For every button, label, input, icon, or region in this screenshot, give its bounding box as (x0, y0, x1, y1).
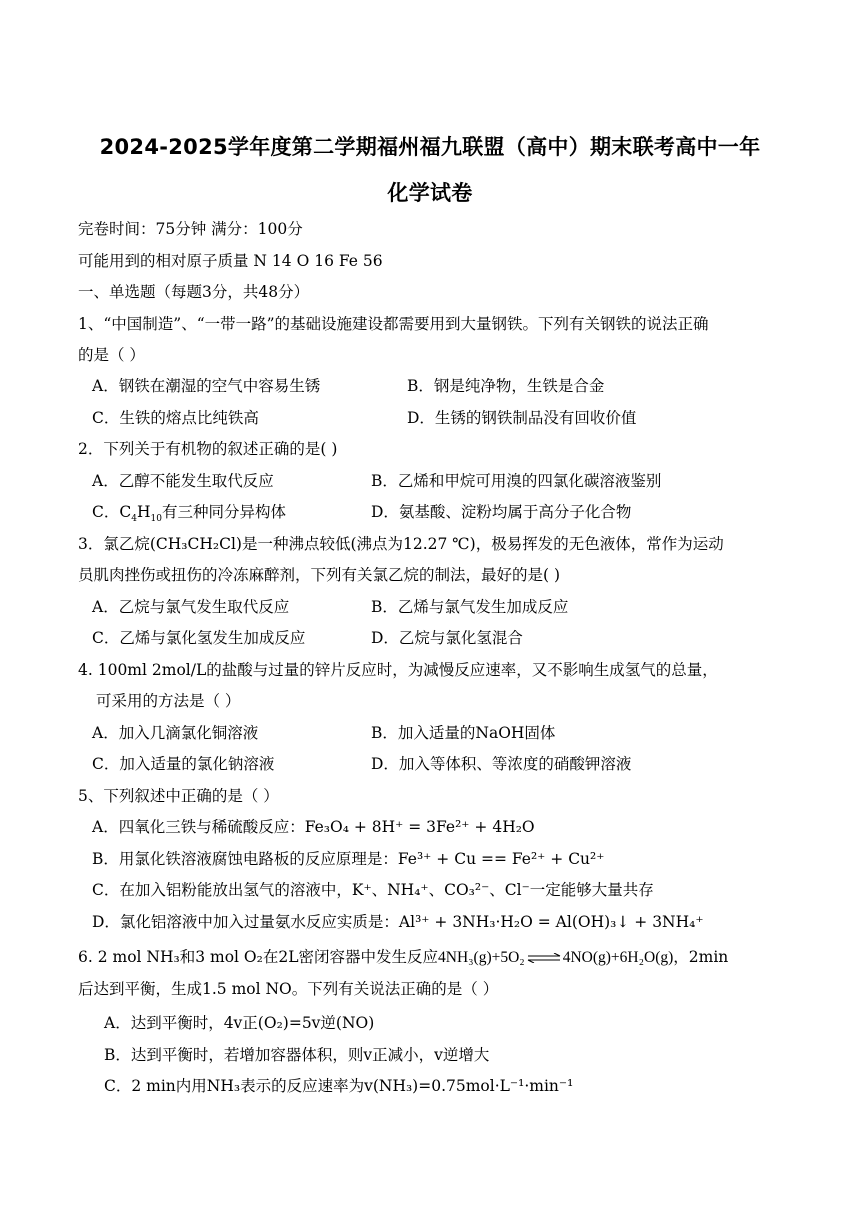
exam-title-line2: 化学试卷 (387, 181, 473, 205)
equilibrium-arrow-icon (527, 953, 561, 963)
question-3-option-b: B．乙烯与氯气发生加成反应 (371, 598, 569, 616)
question-6-stem (78, 945, 728, 967)
question-5-option-d: D．氯化铝溶液中加入过量氨水反应实质是：Al³⁺ + 3NH₃·H₂O = Al(OH)₃↓ + 3NH₄⁺ (92, 913, 704, 931)
exam-title-line1: 2024-2025学年度第二学期福州福九联盟（高中）期末联考高中一年 (99, 135, 761, 159)
question-2-stem: 2．下列关于有机物的叙述正确的是( ) (78, 440, 338, 458)
question-5-option-b: B．用氯化铁溶液腐蚀电路板的反应原理是：Fe³⁺ + Cu == Fe²⁺ + Cu²⁺ (92, 850, 605, 868)
question-2-option-d: D．氨基酸、淀粉均属于高分子化合物 (371, 503, 632, 521)
q6-stem-suffix: ，2min (673, 948, 729, 966)
question-5-option-c: C．在加入铝粉能放出氢气的溶液中，K⁺、NH₄⁺、CO₃²⁻、Cl⁻一定能够大量共存 (92, 881, 654, 899)
question-4-option-d: D．加入等体积、等浓度的硝酸钾溶液 (371, 755, 632, 773)
q2c-prefix: C．C (92, 503, 132, 521)
q2c-mid: H (136, 503, 151, 521)
question-1-option-d: D．生锈的钢铁制品没有回收价值 (407, 409, 637, 427)
q2c-sub2: 10 (150, 514, 162, 525)
question-6-option-b: B．达到平衡时，若增加容器体积，则v正减小，v逆增大 (104, 1046, 490, 1064)
question-6-option-a: A．达到平衡时，4v正(O₂)=5v逆(NO) (104, 1014, 375, 1032)
question-3-stem-cont: 员肌肉挫伤或扭伤的冷冻麻醉剂，下列有关氯乙烷的制法，最好的是( ) (78, 566, 561, 584)
section-heading: 一、单选题（每题3分，共48分） (78, 283, 310, 301)
q6-equation-right: 4NO(g)+6H₂O(g) (562, 949, 674, 966)
q2c-sub1: 4 (131, 514, 137, 525)
atomic-mass-info: 可能用到的相对原子质量 N 14 O 16 Fe 56 (78, 252, 383, 270)
question-4-option-a: A．加入几滴氯化铜溶液 (92, 724, 259, 742)
exam-time-info: 完卷时间：75分钟 满分：100分 (78, 220, 303, 238)
question-4-option-b: B．加入适量的NaOH固体 (371, 724, 556, 742)
q6-stem-prefix: 6. 2 mol NH₃和3 mol O₂在2L密闭容器中发生反应 (78, 948, 438, 966)
question-6-stem-cont: 后达到平衡，生成1.5 mol NO。下列有关说法正确的是（ ） (78, 980, 499, 998)
question-2-option-b: B．乙烯和甲烷可用溴的四氯化碳溶液鉴别 (371, 472, 662, 490)
question-5-stem: 5、下列叙述中正确的是（ ） (78, 787, 279, 805)
q6-equation-left: 4NH₃(g)+5O₂ (438, 949, 525, 966)
question-3-option-a: A．乙烷与氯气发生取代反应 (92, 598, 290, 616)
question-2-option-c (92, 500, 286, 525)
question-4-option-c: C．加入适量的氯化钠溶液 (92, 755, 275, 773)
question-4-stem: 4. 100ml 2mol/L的盐酸与过量的锌片反应时，为减慢反应速率，又不影响生成氢气的总量， (78, 661, 718, 679)
question-3-option-d: D．乙烷与氯化氢混合 (371, 629, 523, 647)
question-6-option-c: C．2 min内用NH₃表示的反应速率为v(NH₃)=0.75mol·L⁻¹·min⁻¹ (104, 1077, 574, 1095)
question-1-stem: 1、“中国制造”、“一带一路”的基础设施建设都需要用到大量钢铁。下列有关钢铁的说法正确 (78, 315, 709, 333)
q2c-post: 有三种同分异构体 (161, 503, 286, 521)
question-3-stem: 3．氯乙烷(CH₃CH₂Cl)是一种沸点较低(沸点为12.27 ℃)，极易挥发的无色液体，常作为运动 (78, 535, 724, 553)
question-1-option-c: C．生铁的熔点比纯铁高 (92, 409, 259, 427)
question-5-option-a: A．四氧化三铁与稀硫酸反应：Fe₃O₄ + 8H⁺ = 3Fe²⁺ + 4H₂O (92, 818, 535, 836)
question-1-option-b: B．钢是纯净物，生铁是合金 (407, 377, 605, 395)
question-1-stem-cont: 的是（ ） (78, 346, 145, 364)
question-4-stem-cont: 可采用的方法是（ ） (96, 692, 241, 710)
question-2-option-a: A．乙醇不能发生取代反应 (92, 472, 274, 490)
question-1-option-a: A．钢铁在潮湿的空气中容易生锈 (92, 377, 321, 395)
question-3-option-c: C．乙烯与氯化氢发生加成反应 (92, 629, 306, 647)
